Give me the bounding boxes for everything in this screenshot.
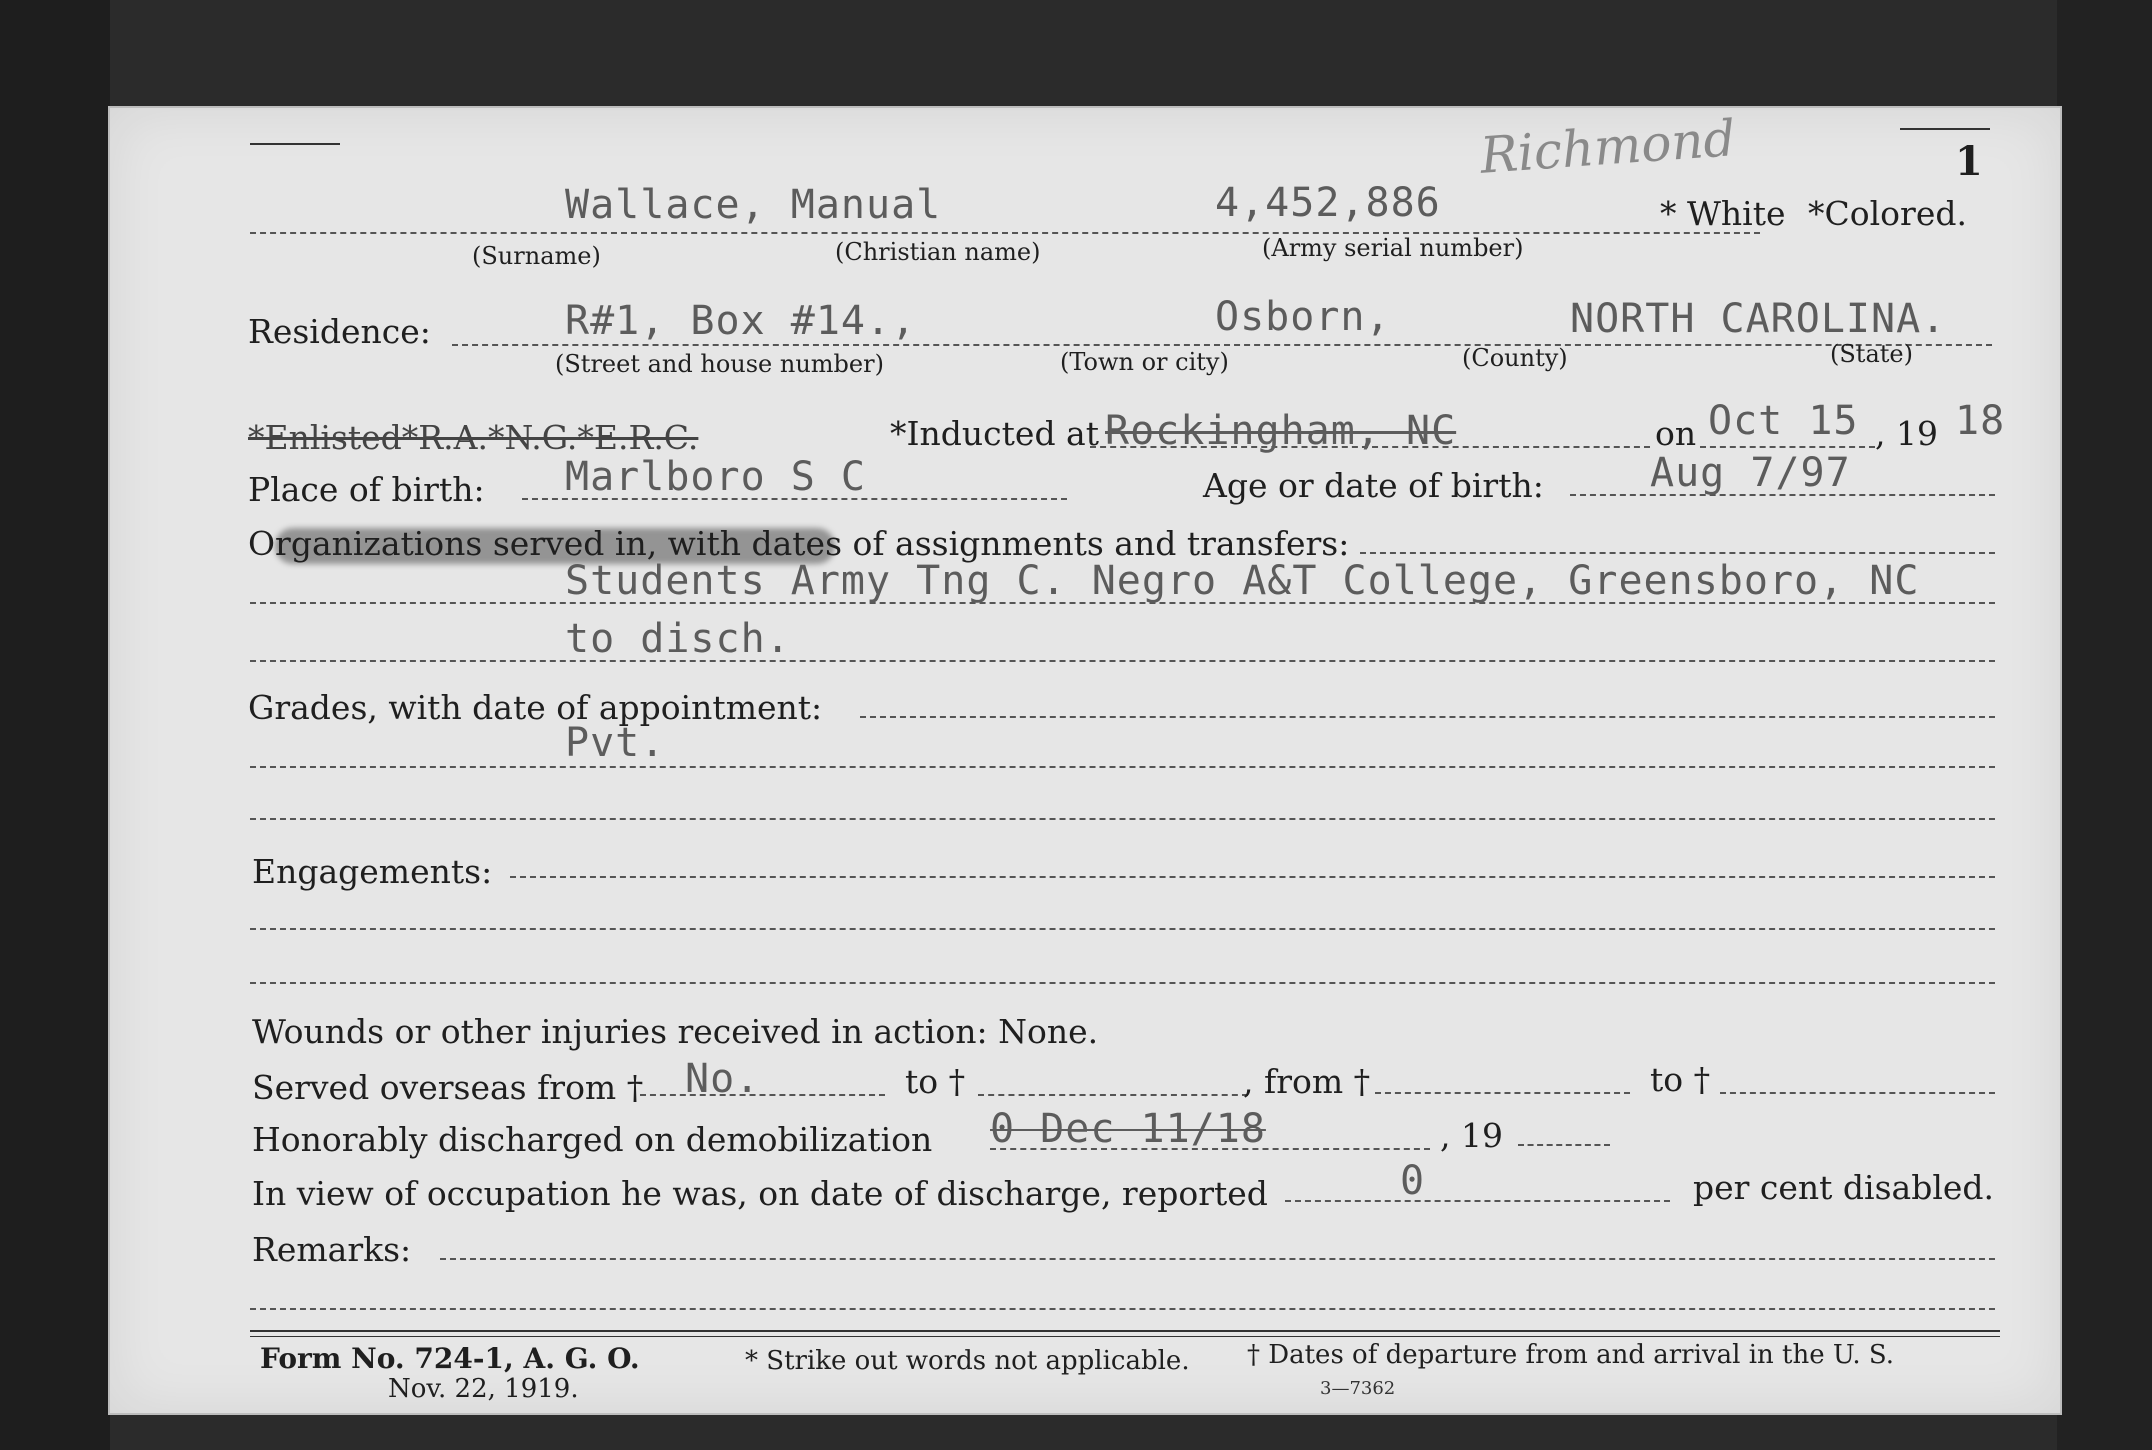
footer-rule-1 bbox=[250, 1330, 2000, 1332]
discharge-year-label: , 19 bbox=[1440, 1116, 1503, 1155]
birth-date-value: Aug 7/97 bbox=[1650, 450, 1851, 496]
scan-border-left bbox=[0, 0, 110, 1450]
year-prefix: , 19 bbox=[1875, 414, 1938, 453]
overseas-from-value: No. bbox=[685, 1056, 761, 1102]
inducted-label: *Inducted at bbox=[890, 414, 1099, 453]
discharge-value: 0 Dec 11/18 bbox=[990, 1106, 1266, 1152]
disability-value: 0 bbox=[1400, 1158, 1426, 1204]
grades-label: Grades, with date of appointment: bbox=[248, 688, 823, 727]
overseas-label: Served overseas from † bbox=[252, 1068, 644, 1107]
county-handwritten: Richmond bbox=[1478, 109, 1738, 185]
discharge-year-line bbox=[1518, 1144, 1610, 1146]
inducted-year: 18 bbox=[1955, 398, 2006, 444]
discharge-label: Honorably discharged on demobilization bbox=[252, 1120, 933, 1159]
town-caption: (Town or city) bbox=[1060, 348, 1229, 376]
overseas-to-label: to † bbox=[905, 1062, 966, 1101]
disability-suffix: per cent disabled. bbox=[1693, 1168, 1995, 1207]
birth-place-value: Marlboro S C bbox=[565, 454, 866, 500]
organizations-line-2: to disch. bbox=[565, 616, 791, 662]
engagements-label: Engagements: bbox=[252, 852, 493, 891]
name-value: Wallace, Manual bbox=[565, 182, 942, 228]
form-date: Nov. 22, 1919. bbox=[388, 1374, 579, 1404]
grades-line-1 bbox=[860, 716, 1995, 718]
overseas-from2-line bbox=[1375, 1092, 1630, 1094]
disability-line bbox=[1285, 1200, 1670, 1202]
name-line bbox=[250, 232, 1760, 234]
serial-value: 4,452,886 bbox=[1215, 180, 1441, 226]
county-caption: (County) bbox=[1462, 344, 1568, 372]
engagements-line-2 bbox=[250, 928, 1995, 930]
residence-line bbox=[452, 344, 1992, 346]
enlisted-struck-text: *Enlisted*R.A.*N.G.*E.R.C. bbox=[248, 418, 699, 457]
inducted-date: Oct 15 bbox=[1708, 398, 1859, 444]
grades-line-3 bbox=[250, 818, 1995, 820]
state-caption: (State) bbox=[1830, 340, 1913, 368]
remarks-label: Remarks: bbox=[252, 1230, 412, 1269]
overseas-from-line bbox=[640, 1094, 885, 1096]
overseas-to2-label: to † bbox=[1650, 1060, 1711, 1099]
date-line bbox=[1700, 446, 1875, 448]
organizations-label: Organizations served in, with dates of assignments and transfers: bbox=[248, 524, 1350, 563]
org-line-3 bbox=[250, 660, 1995, 662]
birth-place-label: Place of birth: bbox=[248, 470, 485, 509]
residence-street: R#1, Box #14., bbox=[565, 298, 917, 344]
card-number: 1 bbox=[1955, 138, 1983, 185]
christian-caption: (Christian name) bbox=[835, 238, 1041, 266]
surname-caption: (Surname) bbox=[472, 242, 601, 270]
race-white: * White bbox=[1660, 194, 1786, 233]
dates-note: † Dates of departure from and arrival in the U. S. bbox=[1247, 1340, 1895, 1370]
inducted-place: Rockingham, NC bbox=[1105, 408, 1457, 454]
birth-date-label: Age or date of birth: bbox=[1203, 466, 1544, 505]
engagements-line-1 bbox=[510, 876, 1995, 878]
print-code: 3—7362 bbox=[1320, 1378, 1396, 1399]
grades-line-2 bbox=[250, 766, 1995, 768]
wounds-label: Wounds or other injuries received in action: None. bbox=[252, 1012, 1099, 1051]
street-caption: (Street and house number) bbox=[555, 350, 884, 378]
form-number: Form No. 724-1, A. G. O. bbox=[260, 1342, 640, 1375]
residence-state: NORTH CAROLINA. bbox=[1570, 296, 1947, 342]
overseas-from2-label: , from † bbox=[1243, 1062, 1371, 1101]
residence-town: Osborn, bbox=[1215, 294, 1391, 340]
footer-rule-2 bbox=[250, 1336, 2000, 1337]
engagements-line-3 bbox=[250, 982, 1995, 984]
org-line-1 bbox=[1360, 552, 1995, 554]
disability-label: In view of occupation he was, on date of discharge, reported bbox=[252, 1174, 1268, 1213]
grades-value: Pvt. bbox=[565, 720, 666, 766]
overseas-to-line bbox=[978, 1094, 1248, 1096]
organizations-line-1: Students Army Tng C. Negro A&T College, Greensboro, NC bbox=[565, 558, 1920, 604]
remarks-line-2 bbox=[250, 1308, 1995, 1310]
on-label: on bbox=[1655, 414, 1697, 453]
remarks-line-1 bbox=[440, 1258, 1995, 1260]
scan-border-right bbox=[2057, 0, 2152, 1450]
top-right-rule bbox=[1900, 128, 1990, 130]
race-colored: *Colored. bbox=[1808, 194, 1967, 233]
overseas-to2-line bbox=[1720, 1092, 1995, 1094]
service-record-card bbox=[108, 106, 2062, 1415]
serial-caption: (Army serial number) bbox=[1262, 234, 1524, 262]
residence-label: Residence: bbox=[248, 312, 431, 351]
strike-note: * Strike out words not applicable. bbox=[745, 1346, 1190, 1376]
top-left-rule bbox=[250, 143, 340, 145]
